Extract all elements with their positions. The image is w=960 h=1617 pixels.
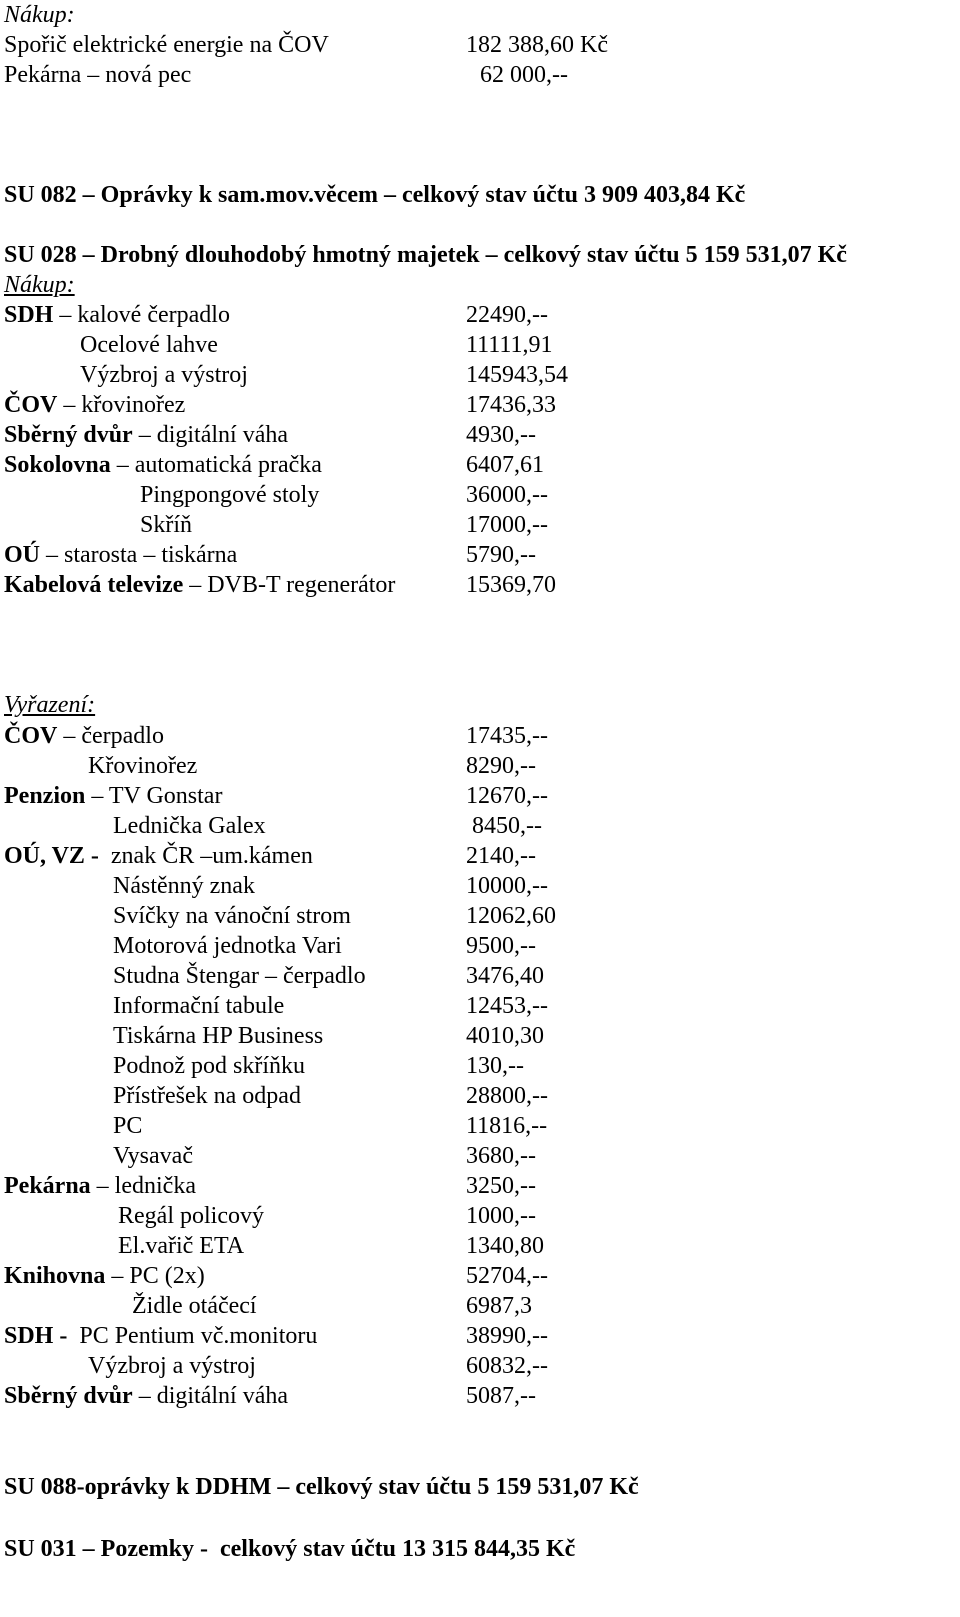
vyrazeni-value: 17435,--: [466, 723, 548, 749]
vyrazeni-item: Vysavač: [113, 1143, 193, 1169]
vyrazeni-heading: Vyřazení:: [4, 692, 96, 718]
nakup-item: Skříň: [140, 512, 193, 538]
vyrazeni-value: 6987,3: [466, 1293, 532, 1319]
vyrazeni-value: 1000,--: [466, 1203, 536, 1229]
top-row-label: Spořič elektrické energie na ČOV: [4, 32, 329, 58]
vyrazeni-item: Regál policový: [118, 1203, 264, 1229]
vyrazeni-item: Podnož pod skříňku: [113, 1053, 305, 1079]
vyrazeni-item: Křovinořez: [88, 753, 198, 779]
nakup-value: 6407,61: [466, 452, 544, 478]
nakup-value: 11111,91: [466, 332, 553, 358]
vyrazeni-value: 5087,--: [466, 1383, 536, 1409]
vyrazeni-item: Židle otáčecí: [132, 1293, 257, 1319]
vyrazeni-item: Motorová jednotka Vari: [113, 933, 342, 959]
vyrazeni-item: El.vařič ETA: [118, 1233, 245, 1259]
vyrazeni-item: OÚ, VZ - znak ČR –um.kámen: [4, 843, 313, 869]
nakup-value: 36000,--: [466, 482, 548, 508]
nakup-value: 4930,--: [466, 422, 536, 448]
vyrazeni-value: 52704,--: [466, 1263, 548, 1289]
nakup-heading: Nákup:: [4, 272, 75, 298]
nakup-item: Ocelové lahve: [80, 332, 218, 358]
vyrazeni-value: 12670,--: [466, 783, 548, 809]
vyrazeni-item: SDH - PC Pentium vč.monitoru: [4, 1323, 318, 1349]
nakup-item: Pingpongové stoly: [140, 482, 320, 508]
vyrazeni-value: 8450,--: [472, 813, 542, 839]
vyrazeni-item: Informační tabule: [113, 993, 285, 1019]
su082-heading: SU 082 – Oprávky k sam.mov.věcem – celkový stav účtu 3 909 403,84 Kč: [4, 182, 746, 208]
top-row-value: 62 000,--: [480, 62, 568, 88]
su028-heading: SU 028 – Drobný dlouhodobý hmotný majetek – celkový stav účtu 5 159 531,07 Kč: [4, 242, 847, 268]
nakup-value: 17436,33: [466, 392, 556, 418]
vyrazeni-value: 11816,--: [466, 1113, 548, 1139]
vyrazeni-value: 4010,30: [466, 1023, 544, 1049]
nakup-item: Sokolovna – automatická pračka: [4, 452, 322, 478]
vyrazeni-value: 12062,60: [466, 903, 556, 929]
vyrazeni-item: Pekárna – lednička: [4, 1173, 196, 1199]
vyrazeni-value: 1340,80: [466, 1233, 544, 1259]
top-row-value: 182 388,60 Kč: [466, 32, 608, 58]
top-row-label: Pekárna – nová pec: [4, 62, 192, 88]
top-nakup-label: Nákup:: [4, 2, 75, 28]
vyrazeni-value: 60832,--: [466, 1353, 548, 1379]
vyrazeni-item: Přístřešek na odpad: [113, 1083, 301, 1109]
vyrazeni-value: 3250,--: [466, 1173, 536, 1199]
vyrazeni-value: 9500,--: [466, 933, 536, 959]
vyrazeni-value: 10000,--: [466, 873, 548, 899]
vyrazeni-item: Svíčky na vánoční strom: [113, 903, 351, 929]
su031-heading: SU 031 – Pozemky - celkový stav účtu 13 315 844,35 Kč: [4, 1536, 576, 1562]
vyrazeni-value: 28800,--: [466, 1083, 548, 1109]
nakup-item: Kabelová televize – DVB-T regenerátor: [4, 572, 396, 598]
su088-heading: SU 088-oprávky k DDHM – celkový stav účtu 5 159 531,07 Kč: [4, 1474, 639, 1500]
vyrazeni-item: Penzion – TV Gonstar: [4, 783, 223, 809]
vyrazeni-value: 3476,40: [466, 963, 544, 989]
vyrazeni-value: 2140,--: [466, 843, 536, 869]
nakup-value: 5790,--: [466, 542, 536, 568]
vyrazeni-item: Tiskárna HP Business: [113, 1023, 324, 1049]
vyrazeni-item: PC: [113, 1113, 143, 1139]
vyrazeni-item: Nástěnný znak: [113, 873, 255, 899]
vyrazeni-value: 3680,--: [466, 1143, 536, 1169]
vyrazeni-value: 130,--: [466, 1053, 524, 1079]
nakup-value: 15369,70: [466, 572, 556, 598]
vyrazeni-item: ČOV – čerpadlo: [4, 723, 164, 749]
nakup-item: Sběrný dvůr – digitální váha: [4, 422, 288, 448]
vyrazeni-item: Lednička Galex: [113, 813, 266, 839]
vyrazeni-value: 8290,--: [466, 753, 536, 779]
nakup-item: SDH – kalové čerpadlo: [4, 302, 230, 328]
vyrazeni-item: Sběrný dvůr – digitální váha: [4, 1383, 288, 1409]
nakup-value: 22490,--: [466, 302, 548, 328]
vyrazeni-value: 12453,--: [466, 993, 548, 1019]
nakup-value: 17000,--: [466, 512, 548, 538]
vyrazeni-item: Knihovna – PC (2x): [4, 1263, 205, 1289]
vyrazeni-item: Výzbroj a výstroj: [88, 1353, 256, 1379]
nakup-item: Výzbroj a výstroj: [80, 362, 248, 388]
nakup-value: 145943,54: [466, 362, 568, 388]
vyrazeni-value: 38990,--: [466, 1323, 548, 1349]
nakup-item: ČOV – křovinořez: [4, 392, 186, 418]
nakup-item: OÚ – starosta – tiskárna: [4, 542, 238, 568]
vyrazeni-item: Studna Štengar – čerpadlo: [113, 963, 366, 989]
